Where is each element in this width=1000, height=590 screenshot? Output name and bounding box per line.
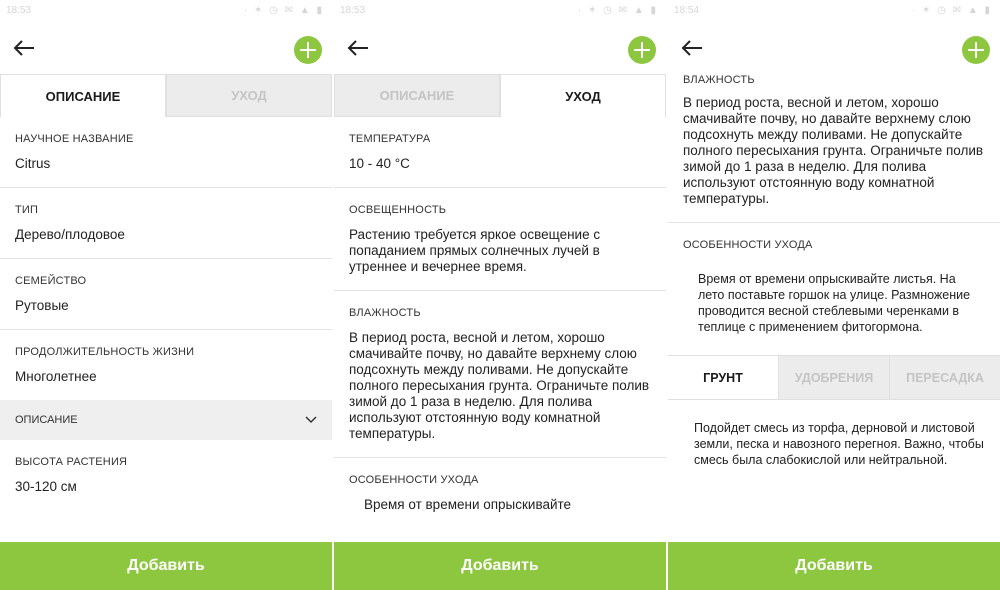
field-humidity xyxy=(334,291,666,458)
field-scientific-name xyxy=(0,117,332,188)
add-plus-button[interactable] xyxy=(962,36,990,64)
field-temperature xyxy=(334,117,666,188)
back-arrow-icon[interactable] xyxy=(680,38,704,58)
expander-label: ОПИСАНИЕ xyxy=(15,414,78,426)
care-content-scrolled xyxy=(668,74,1000,542)
field-label: ОСОБЕННОСТИ УХОДА xyxy=(683,239,813,251)
field-humidity xyxy=(668,74,1000,223)
field-value: В период роста, весной и летом, хорошо смачивайте почву, но давайте верхнему слою подсохнуть между поливами. Не допускайте полного пересыхания грунта. Ограничьте полив зимой до 1 раза в неделю. Для полива используют отстоянную воду комнатной температуры. xyxy=(349,330,650,441)
status-time: 18:53 xyxy=(340,5,366,16)
field-plant-height xyxy=(0,440,332,510)
app-bar xyxy=(334,24,666,74)
subtab-repotting[interactable]: ПЕРЕСАДКА xyxy=(889,356,1000,399)
status-time: 18:53 xyxy=(6,5,32,16)
field-label: ПРОДОЛЖИТЕЛЬНОСТЬ ЖИЗНИ xyxy=(15,346,195,358)
add-plus-button[interactable] xyxy=(628,36,656,64)
soil-text: Подойдет смесь из торфа, дерновой и листовой земли, песка и навозного перегноя. Важно, чтобы смесь была слабокислой или нейтральной. xyxy=(694,421,984,467)
tab-description[interactable]: ОПИСАНИЕ xyxy=(334,74,500,117)
field-label: ВЫСОТА РАСТЕНИЯ xyxy=(15,456,128,468)
field-care-features xyxy=(668,223,1000,355)
add-plus-button[interactable] xyxy=(294,36,322,64)
status-bar xyxy=(334,0,666,24)
care-content xyxy=(334,117,666,542)
tab-care[interactable]: УХОД xyxy=(500,74,666,117)
add-button[interactable]: Добавить xyxy=(668,542,1000,590)
status-bar xyxy=(668,0,1000,24)
status-bar xyxy=(0,0,332,24)
field-label: ОСОБЕННОСТИ УХОДА xyxy=(349,474,479,486)
tab-bar xyxy=(334,74,666,117)
status-icons: · ✶ ◷ ✉ ▲ ▮ xyxy=(243,5,324,16)
back-arrow-icon[interactable] xyxy=(12,38,36,58)
field-value: 10 - 40 °C xyxy=(349,156,410,171)
field-value: Многолетнее xyxy=(15,369,97,384)
field-label: ВЛАЖНОСТЬ xyxy=(349,307,421,319)
field-lighting xyxy=(334,188,666,291)
field-value: Дерево/плодовое xyxy=(15,227,125,242)
field-label: СЕМЕЙСТВО xyxy=(15,275,87,287)
screen-description xyxy=(0,0,332,590)
tab-bar xyxy=(0,74,332,117)
field-value: В период роста, весной и летом, хорошо смачивайте почву, но давайте верхнему слою подсохнуть между поливами. Не допускайте полного пересыхания грунта. Ограничьте полив зимой до 1 раза в неделю. Для полива используют отстоянную воду комнатной температуры. xyxy=(683,95,984,206)
field-value: Растению требуется яркое освещение с попаданием прямых солнечных лучей в утреннее и вечернее время. xyxy=(349,227,601,274)
subtab-soil[interactable]: ГРУНТ xyxy=(668,356,778,399)
field-care-features xyxy=(334,458,666,528)
app-bar xyxy=(668,24,1000,74)
status-icons: · ✶ ◷ ✉ ▲ ▮ xyxy=(577,5,658,16)
subtab-fertilizers[interactable]: УДОБРЕНИЯ xyxy=(778,356,889,399)
screen-care xyxy=(334,0,666,590)
field-label: ОСВЕЩЕННОСТЬ xyxy=(349,204,447,216)
field-label: ВЛАЖНОСТЬ xyxy=(683,74,755,86)
tab-description[interactable]: ОПИСАНИЕ xyxy=(0,74,166,117)
add-button[interactable]: Добавить xyxy=(0,542,332,590)
field-label: ТЕМПЕРАТУРА xyxy=(349,133,431,145)
field-family xyxy=(0,259,332,330)
back-arrow-icon[interactable] xyxy=(346,38,370,58)
field-value: 30-120 см xyxy=(15,479,77,494)
field-value: Рутовые xyxy=(15,298,69,313)
field-value: Время от времени опрыскивайте xyxy=(364,497,572,512)
field-label: НАУЧНОЕ НАЗВАНИЕ xyxy=(15,133,134,145)
add-button[interactable]: Добавить xyxy=(334,542,666,590)
field-value: Citrus xyxy=(15,156,51,171)
status-icons: · ✶ ◷ ✉ ▲ ▮ xyxy=(911,5,992,16)
chevron-down-icon xyxy=(305,416,317,424)
field-label: ТИП xyxy=(15,204,39,216)
field-type xyxy=(0,188,332,259)
app-bar xyxy=(0,24,332,74)
screen-care-scrolled xyxy=(668,0,1000,590)
field-value: Время от времени опрыскивайте листья. На лето поставьте горшок на улице. Размножение проводится весной стеблевыми черенками в теплице с применением фитогормона. xyxy=(698,272,971,334)
description-content xyxy=(0,117,332,542)
description-expander[interactable] xyxy=(0,400,332,440)
status-time: 18:54 xyxy=(674,5,700,16)
field-lifespan xyxy=(0,330,332,400)
tab-care[interactable]: УХОД xyxy=(166,74,332,117)
soil-subtabs xyxy=(668,355,1000,400)
